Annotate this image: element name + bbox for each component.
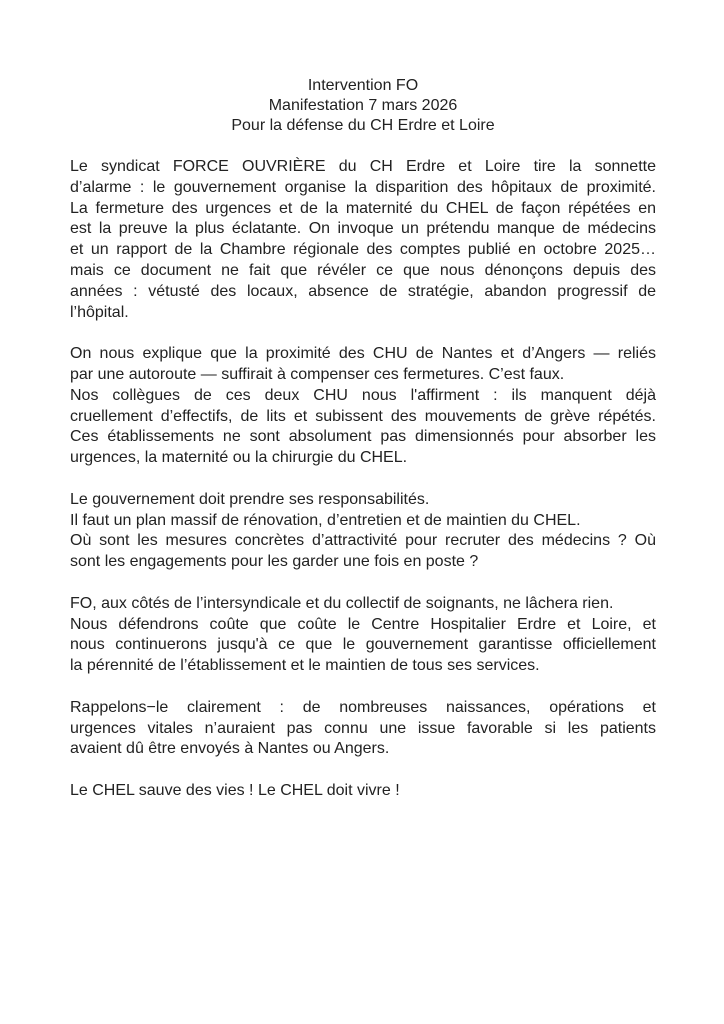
text-line: Il faut un plan massif de rénovation, d’entretien et de maintien du CHEL.: [70, 511, 581, 529]
header-event: Manifestation 7 mars 2026: [268, 97, 458, 114]
text-line: urgences, la maternité ou la chirurgie du CHEL.: [70, 449, 408, 467]
text-line: Nous défendrons coûte que coûte le Centre Hospitalier Erdre et Loire, et: [70, 615, 656, 633]
text-line: FO, aux côtés de l’intersyndicale et du collectif de soignants, ne lâchera rien.: [70, 594, 614, 612]
text-line: Ces établissements ne sont absolument pas dimensionnés pour absorber les: [70, 428, 656, 446]
text-line: cruellement d’effectifs, de lits et subissent des mouvements de grève répétés.: [70, 407, 656, 425]
text-line: mais ce document ne fait que révéler ce que nous dénonçons depuis des: [70, 261, 656, 279]
text-line: nous continuerons jusqu'à ce que le gouvernement garantisse officiellement: [70, 636, 656, 654]
text-line: urgences vitales n’auraient pas connu une issue favorable si les patients: [70, 719, 656, 737]
text-line: années : vétusté des locaux, absence de stratégie, abandon progressif de: [70, 282, 656, 300]
header-title: Intervention FO: [307, 77, 419, 94]
text-line: La fermeture des urgences et de la maternité du CHEL de façon répétées en: [70, 199, 656, 217]
text-line: Le syndicat FORCE OUVRIÈRE du CH Erdre et Loire tire la sonnette: [70, 158, 656, 175]
document-header: [70, 76, 656, 136]
text-line: et un rapport de la Chambre régionale des comptes publié en octobre 2025…: [70, 241, 656, 259]
paragraph-government-responsibility: [70, 490, 656, 573]
text-line: est la preuve la plus éclatante. On invoque un prétendu manque de médecins: [70, 220, 656, 238]
text-line: Où sont les mesures concrètes d’attractivité pour recruter des médecins ? Où: [70, 532, 656, 550]
text-line: On nous explique que la proximité des CHU de Nantes et d’Angers — reliés: [70, 345, 656, 363]
document-page: [70, 76, 656, 823]
text-line: d’alarme : le gouvernement organise la disparition des hôpitaux de proximité.: [70, 178, 656, 196]
text-line: Nos collègues de ces deux CHU nous l'affirment : ils manquent déjà: [70, 386, 656, 404]
text-line: par une autoroute — suffirait à compenser ces fermetures. C’est faux.: [70, 365, 565, 383]
paragraph-reminder: [70, 698, 656, 760]
header-subject: Pour la défense du CH Erdre et Loire: [231, 117, 495, 134]
text-line: sont les engagements pour les garder une fois en poste ?: [70, 553, 479, 571]
text-line: avaient dû être envoyés à Nantes ou Angers.: [70, 740, 390, 758]
paragraph-chu-proximity: [70, 344, 656, 469]
paragraph-alarm: [70, 157, 656, 323]
text-line: Le gouvernement doit prendre ses responsabilités.: [70, 490, 430, 508]
text-line: la pérennité de l’établissement et le maintien de tous ses services.: [70, 657, 540, 675]
text-line: l’hôpital.: [70, 303, 129, 321]
closing-slogan: Le CHEL sauve des vies ! Le CHEL doit vivre !: [70, 781, 400, 799]
paragraph-fo-commitment: [70, 594, 656, 677]
paragraph-slogan: [70, 781, 656, 802]
text-line: Rappelons−le clairement : de nombreuses naissances, opérations et: [70, 698, 656, 716]
